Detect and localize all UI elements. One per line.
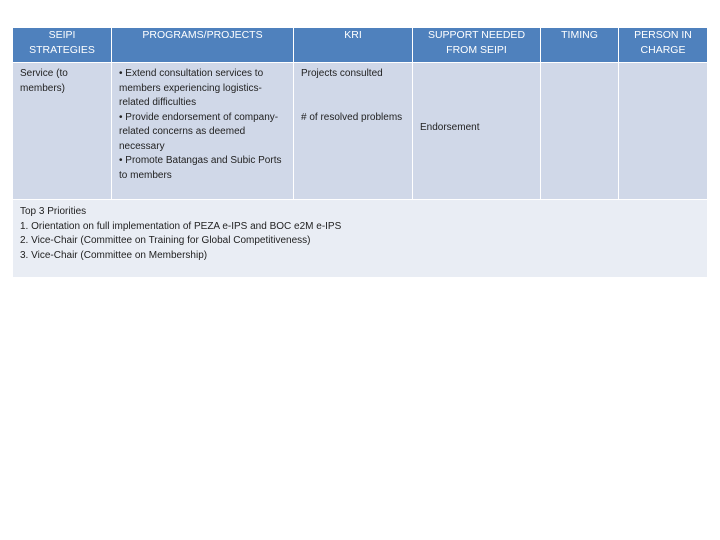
program-item: • Promote Batangas and Subic Ports to members — [119, 155, 282, 181]
strategy-text: Service (to members) — [20, 68, 68, 94]
programs-cell — [112, 63, 294, 200]
support-text: Endorsement — [420, 122, 480, 133]
kri-item: Projects consulted — [301, 68, 383, 79]
timing-text — [541, 63, 618, 67]
strategy-cell — [13, 63, 112, 200]
priority-item: 2. Vice-Chair (Committee on Training for Global Competitiveness) — [20, 235, 311, 246]
kri-cell — [294, 63, 413, 200]
priorities-row — [13, 200, 708, 278]
table-row — [13, 63, 708, 200]
person-text — [619, 63, 707, 67]
priority-item: 3. Vice-Chair (Committee on Membership) — [20, 249, 208, 261]
header-programs-projects: PROGRAMS/PROJECTS — [112, 28, 294, 63]
header-seipi-strategies: SEIPI STRATEGIES — [13, 28, 112, 63]
header-kri: KRI — [294, 28, 413, 63]
timing-cell — [541, 63, 619, 200]
priorities-title: Top 3 Priorities — [20, 206, 87, 217]
program-item: • Provide endorsement of company-related concerns as deemed necessary — [119, 111, 279, 152]
person-cell — [619, 63, 708, 200]
program-item: • Extend consultation services to members experiencing logistics-related difficulties — [119, 68, 264, 108]
priorities-cell — [13, 200, 708, 278]
header-person-in-charge: PERSON IN CHARGE — [619, 28, 708, 63]
priority-item: 1. Orientation on full implementation of PEZA e-IPS and BOC e2M e-IPS — [20, 220, 342, 232]
header-support-needed: SUPPORT NEEDED FROM SEIPI — [413, 28, 541, 63]
kri-item: # of resolved problems — [301, 111, 403, 123]
support-cell — [413, 63, 541, 200]
strategy-table — [12, 27, 708, 278]
header-row — [13, 28, 708, 63]
header-timing: TIMING — [541, 28, 619, 63]
